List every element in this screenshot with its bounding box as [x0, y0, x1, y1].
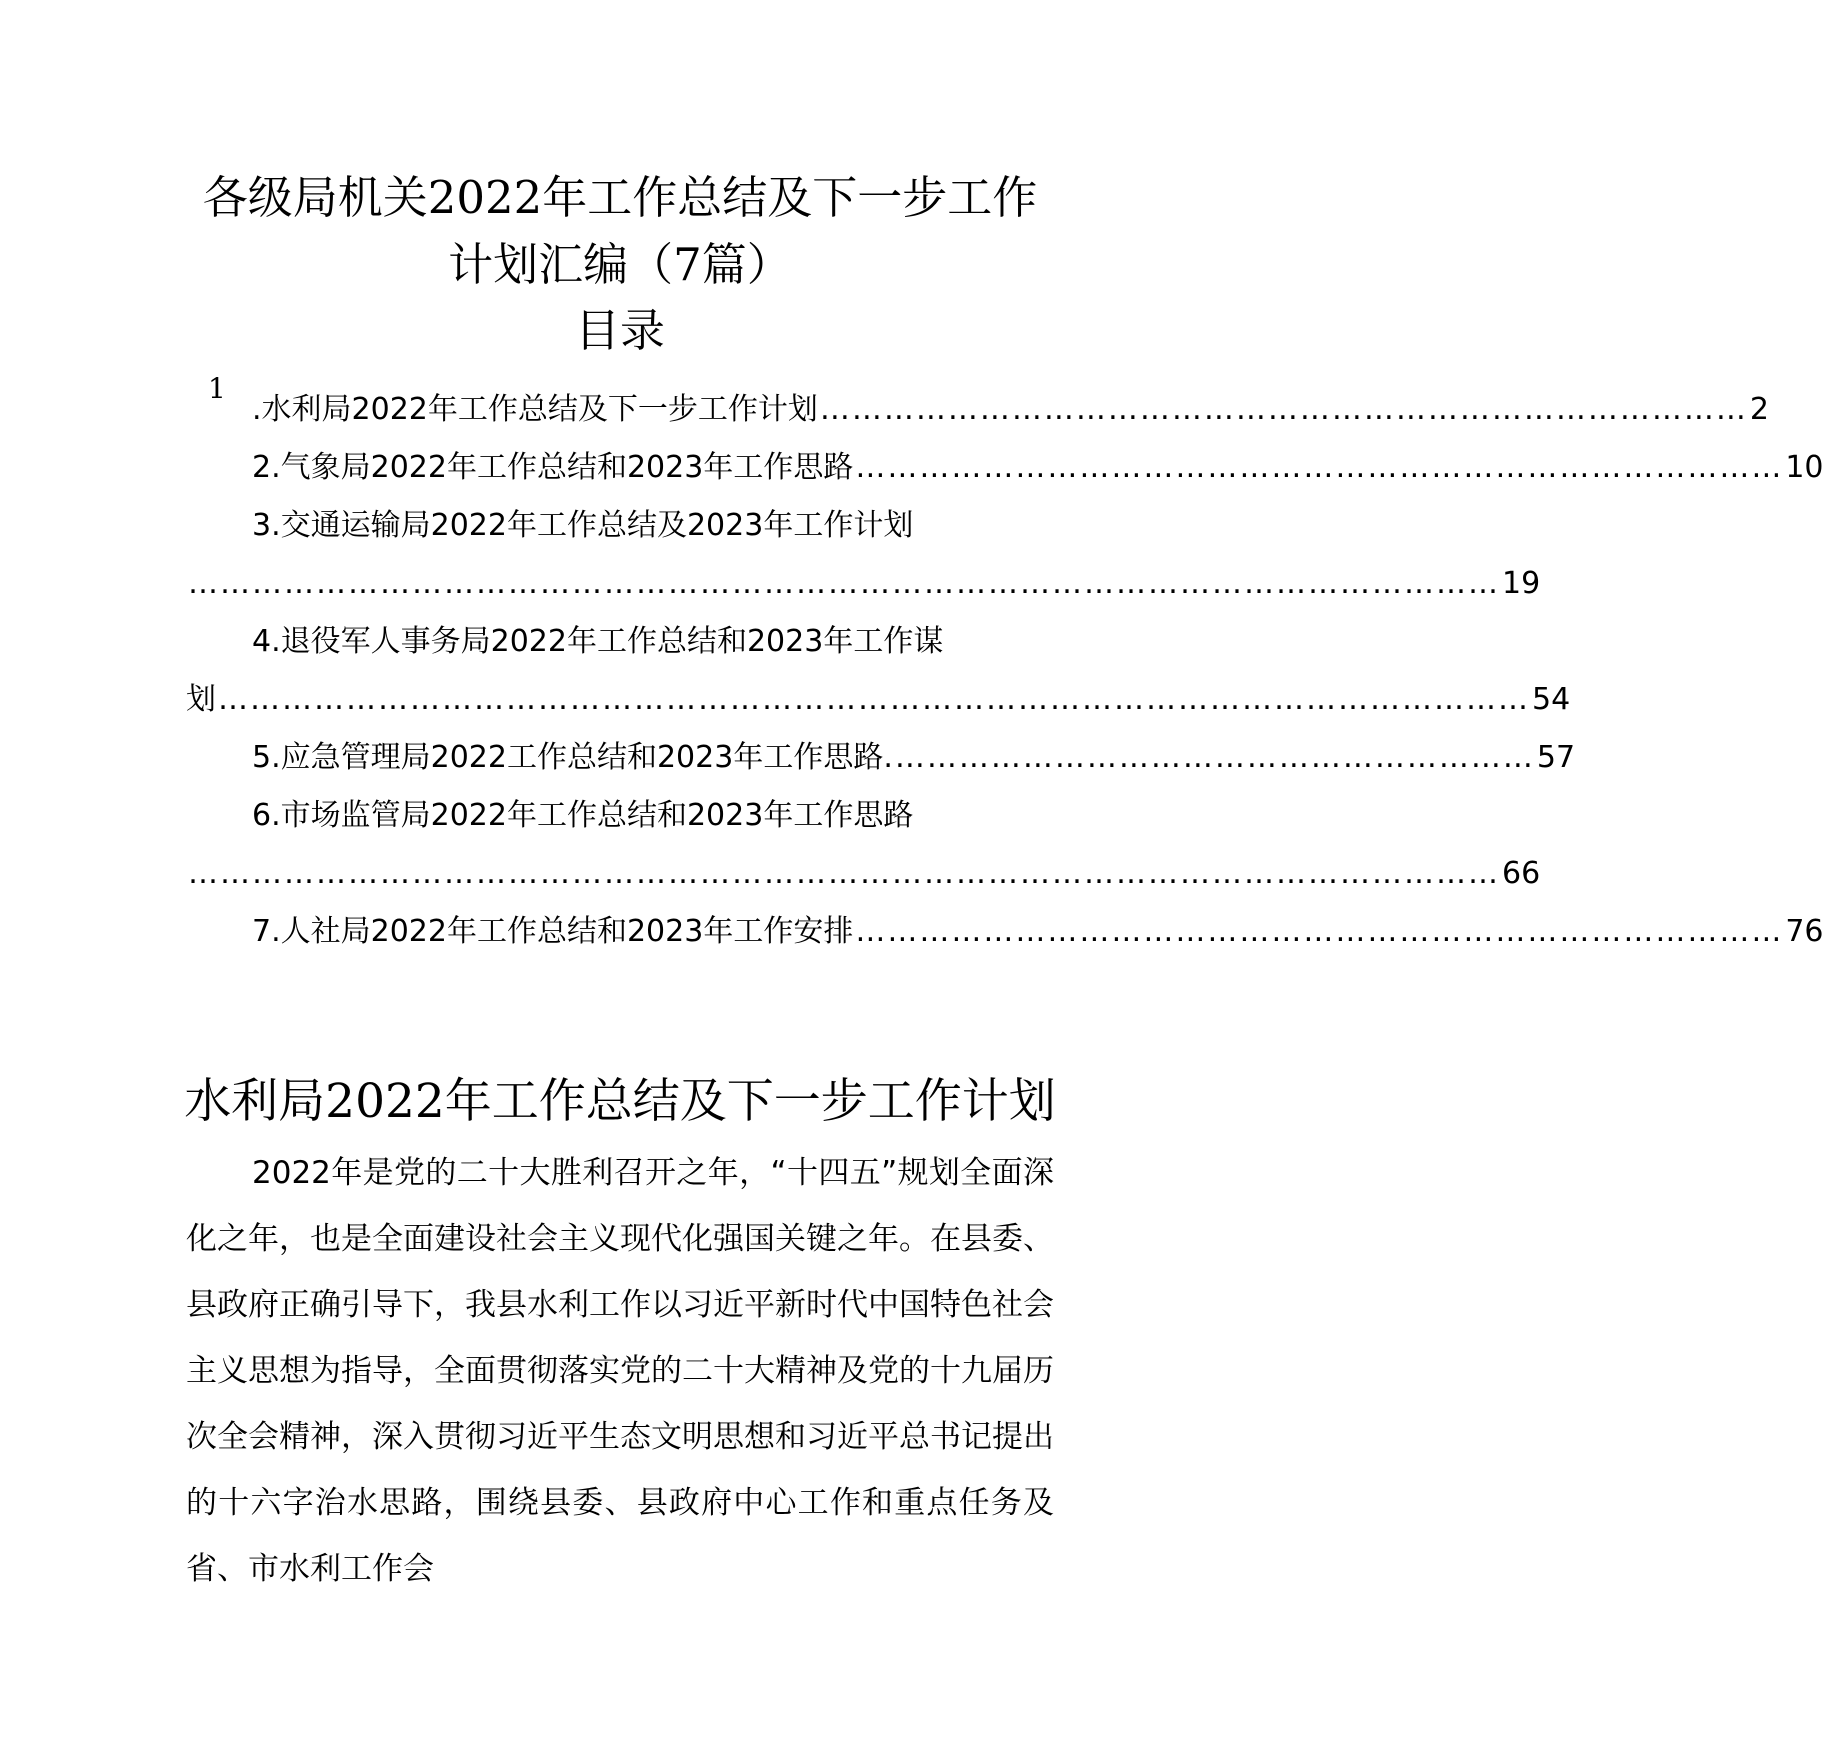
toc-entry-page: 76 [1785, 914, 1824, 949]
toc-entry-5[interactable] [252, 738, 1576, 778]
toc-entry-3-continuation[interactable] [186, 564, 1541, 604]
toc-entry-2[interactable] [252, 448, 1824, 488]
toc-heading: 目录 [574, 304, 665, 357]
toc-leader-dots: …………………………………………………… [894, 740, 1535, 775]
toc-entry-6[interactable] [252, 796, 1054, 836]
toc-entry-text: 6.市场监管局2022年工作总结和2023年工作思路 [252, 798, 914, 833]
toc-entry-7[interactable] [252, 912, 1824, 952]
toc-entry-4-continuation[interactable] [186, 680, 1571, 720]
page-number: 1 [208, 372, 226, 405]
document-title-line-2: 计划汇编（7篇） [448, 238, 792, 291]
toc-entry-text: .水利局2022年工作总结及下一步工作计划 [252, 392, 818, 427]
toc-entry-text: 3.交通运输局2022年工作总结及2023年工作计划 [252, 508, 914, 543]
toc-entry-6-continuation[interactable] [186, 854, 1541, 894]
toc-entry-page: 10 [1785, 450, 1824, 485]
toc-entry-3[interactable] [252, 506, 1054, 546]
toc-leader-dots: …………………………………………………………………………… [855, 914, 1784, 949]
document-title-line-1: 各级局机关2022年工作总结及下一步工作 [202, 171, 1038, 224]
toc-entry-text: 5.应急管理局2022工作总结和2023年工作思路. [252, 740, 893, 775]
toc-entry-text-continued: 划 [186, 682, 216, 717]
article-heading: 水利局2022年工作总结及下一步工作计划 [184, 1074, 1056, 1129]
toc-entry-text: 4.退役军人事务局2022年工作总结和2023年工作谋 [252, 624, 944, 659]
toc-entry-page: 57 [1536, 740, 1576, 775]
toc-leader-dots: …………………………………………………………………………………………………………… [188, 566, 1500, 601]
toc-entry-4[interactable] [252, 622, 1054, 662]
toc-entry-page: 54 [1532, 682, 1571, 717]
toc-entry-text: 2.气象局2022年工作总结和2023年工作思路 [252, 450, 854, 485]
toc-leader-dots: …………………………………………………………………………… [855, 450, 1784, 485]
toc-leader-dots: …………………………………………………………………………………………………………… [218, 682, 1530, 717]
article-paragraph: 2022年是党的二十大胜利召开之年，“十四五”规划全面深化之年，也是全面建设社会主义现代化强国关键之年。在县委、县政府正确引导下，我县水利工作以习近平新时代中国特色社会主义思想为指导，全面贯彻落实党的二十大精神及党的十九届历次全会精神，深入贯彻习近平生态文明思想和习近平总书记提出的十六字治水思路，围绕县委、县政府中心工作和重点任务及省、市水利工作会 [186, 1155, 1054, 1587]
toc-leader-dots: …………………………………………………………………………………………………………… [188, 856, 1500, 891]
toc-entry-page: 2 [1749, 392, 1769, 427]
toc-entry-page: 19 [1502, 566, 1541, 601]
toc-entry-text: 7.人社局2022年工作总结和2023年工作安排 [252, 914, 854, 949]
toc-entry-1[interactable] [252, 390, 1769, 430]
toc-leader-dots: …………………………………………………………………………… [819, 392, 1748, 427]
toc-entry-page: 66 [1502, 856, 1541, 891]
